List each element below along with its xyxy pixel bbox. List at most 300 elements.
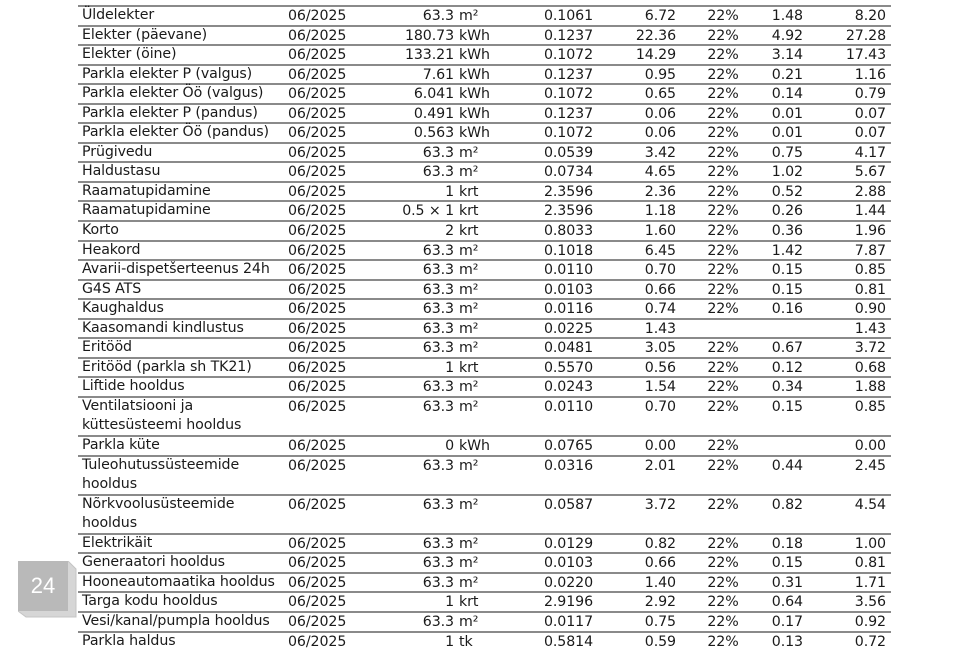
cell-vat: 4.92 [772,27,803,45]
cell-price: 0.0129 [544,535,593,553]
cell-vat-pct: 22% [700,144,746,162]
table-row [78,181,891,201]
cell-name: G4S ATS [82,280,282,300]
cell-price: 0.0110 [544,261,593,279]
cell-qty: 63.3 [423,378,454,396]
cell-sum: 2.36 [645,183,676,201]
cell-vat: 0.16 [772,300,803,318]
cell-total: 1.44 [855,202,886,220]
cell-total: 0.07 [855,124,886,142]
cell-unit: krt [459,202,478,220]
cell-name: Targa kodu hooldus [82,592,282,612]
cell-vat-pct: 22% [700,66,746,84]
cell-name: Ventilatsiooni ja küttesüsteemi hooldus [82,397,282,436]
cell-name: Hooneautomaatika hooldus [82,573,282,593]
cell-vat-pct: 22% [700,27,746,45]
cell-name: Parkla elekter P (pandus) [82,104,282,124]
cell-sum: 0.56 [645,359,676,377]
cell-total: 5.67 [855,163,886,181]
cell-qty: 63.3 [423,300,454,318]
cell-unit: krt [459,183,478,201]
cell-unit: m² [459,163,478,181]
cell-sum: 0.06 [645,124,676,142]
cell-vat-pct: 22% [700,398,746,416]
cell-price: 0.1237 [544,27,593,45]
cell-vat-pct: 22% [700,46,746,64]
cell-sum: 14.29 [636,46,676,64]
cell-vat: 0.31 [772,574,803,592]
cell-price: 0.0103 [544,281,593,299]
cell-date: 06/2025 [288,320,346,338]
cell-vat-pct: 22% [700,105,746,123]
cell-sum: 0.82 [645,535,676,553]
cell-vat: 0.15 [772,281,803,299]
table-row [78,25,891,45]
cell-vat: 1.48 [772,7,803,25]
cell-unit: m² [459,300,478,318]
cell-total: 1.71 [855,574,886,592]
cell-qty: 2 [445,222,454,240]
cell-unit: krt [459,359,478,377]
table-row [78,494,891,533]
cell-qty: 63.3 [423,398,454,416]
cell-unit: krt [459,593,478,611]
cell-price: 0.1072 [544,124,593,142]
cell-vat-pct: 22% [700,613,746,631]
cell-sum: 0.59 [645,633,676,651]
cell-name: Elektrikäit [82,534,282,554]
cell-name: Parkla haldus [82,632,282,651]
cell-unit: kWh [459,105,490,123]
cell-name: Liftide hooldus [82,377,282,397]
cell-qty: 63.3 [423,457,454,475]
cell-vat-pct: 22% [700,202,746,220]
cell-date: 06/2025 [288,554,346,572]
cell-vat-pct: 22% [700,359,746,377]
cell-qty: 1 [445,359,454,377]
cell-vat-pct: 22% [700,281,746,299]
cell-unit: tk [459,633,473,651]
cell-price: 2.9196 [544,593,593,611]
cell-vat-pct: 22% [700,593,746,611]
cell-qty: 63.3 [423,242,454,260]
cell-price: 0.0765 [544,437,593,455]
cell-name: Eritööd [82,338,282,358]
cell-date: 06/2025 [288,7,346,25]
cell-date: 06/2025 [288,574,346,592]
cell-name: Parkla elekter P (valgus) [82,65,282,85]
cell-qty: 63.3 [423,261,454,279]
cell-sum: 4.65 [645,163,676,181]
cell-qty: 133.21 [405,46,454,64]
cell-vat: 0.44 [772,457,803,475]
cell-date: 06/2025 [288,144,346,162]
cell-name: Parkla elekter Öö (pandus) [82,123,282,143]
cell-price: 0.0220 [544,574,593,592]
cell-total: 3.72 [855,339,886,357]
cell-qty: 63.3 [423,144,454,162]
cell-vat: 0.15 [772,554,803,572]
cell-vat-pct: 22% [700,496,746,514]
cell-total: 1.96 [855,222,886,240]
cell-date: 06/2025 [288,242,346,260]
cell-sum: 2.01 [645,457,676,475]
cell-date: 06/2025 [288,66,346,84]
cell-vat-pct: 22% [700,554,746,572]
cell-sum: 0.95 [645,66,676,84]
cell-sum: 0.74 [645,300,676,318]
cell-name: Elekter (päevane) [82,26,282,46]
cell-total: 0.92 [855,613,886,631]
cell-date: 06/2025 [288,163,346,181]
cell-total: 1.88 [855,378,886,396]
cell-date: 06/2025 [288,27,346,45]
cell-vat: 0.13 [772,633,803,651]
cell-price: 0.0103 [544,554,593,572]
cell-unit: m² [459,457,478,475]
cell-vat: 0.75 [772,144,803,162]
cell-sum: 22.36 [636,27,676,45]
cell-vat-pct: 22% [700,633,746,651]
cell-date: 06/2025 [288,300,346,318]
table-row [78,318,891,338]
cell-total: 8.20 [855,7,886,25]
cell-vat-pct: 22% [700,535,746,553]
cell-sum: 0.75 [645,613,676,631]
table-row [78,5,891,25]
table-row [78,631,891,651]
cell-name: Generaatori hooldus [82,553,282,573]
table-row [78,220,891,240]
cell-qty: 1 [445,633,454,651]
cell-qty: 63.3 [423,281,454,299]
cell-date: 06/2025 [288,222,346,240]
cell-total: 0.81 [855,281,886,299]
cell-unit: krt [459,222,478,240]
cell-name: Nõrkvoolusüsteemide hooldus [82,495,282,534]
cell-qty: 1 [445,593,454,611]
cell-total: 0.07 [855,105,886,123]
cell-qty: 63.3 [423,320,454,338]
cell-price: 0.5570 [544,359,593,377]
cell-date: 06/2025 [288,535,346,553]
cell-name: Raamatupidamine [82,201,282,221]
table-row [78,552,891,572]
cell-sum: 1.40 [645,574,676,592]
cell-vat-pct: 22% [700,378,746,396]
cell-unit: m² [459,496,478,514]
cell-unit: m² [459,320,478,338]
table-row [78,122,891,142]
cell-price: 0.0539 [544,144,593,162]
cell-price: 0.1061 [544,7,593,25]
cell-total: 2.45 [855,457,886,475]
cell-vat: 0.67 [772,339,803,357]
cell-vat-pct: 22% [700,300,746,318]
cell-date: 06/2025 [288,183,346,201]
cell-total: 17.43 [846,46,886,64]
cell-name: Parkla elekter Öö (valgus) [82,84,282,104]
cell-qty: 0.5 × 1 [402,202,454,220]
table-row [78,435,891,455]
cell-price: 0.0587 [544,496,593,514]
cell-vat: 1.42 [772,242,803,260]
cell-sum: 0.66 [645,554,676,572]
cell-vat: 1.02 [772,163,803,181]
cell-vat-pct: 22% [700,339,746,357]
cell-sum: 0.70 [645,261,676,279]
cell-date: 06/2025 [288,593,346,611]
cell-vat: 0.64 [772,593,803,611]
table-row [78,455,891,494]
cell-vat: 0.14 [772,85,803,103]
cell-unit: m² [459,613,478,631]
cell-sum: 0.65 [645,85,676,103]
cell-vat: 0.15 [772,261,803,279]
table-row [78,259,891,279]
cell-unit: m² [459,261,478,279]
page-number: 24 [18,561,68,611]
cell-sum: 1.60 [645,222,676,240]
cell-name: Korto [82,221,282,241]
table-row [78,357,891,377]
cell-sum: 3.05 [645,339,676,357]
table-row [78,44,891,64]
cell-name: Avarii-dispetšerteenus 24h [82,260,282,280]
cell-name: Heakord [82,241,282,261]
cell-vat: 0.21 [772,66,803,84]
cell-name: Elekter (öine) [82,45,282,65]
table-row [78,279,891,299]
cell-price: 0.1018 [544,242,593,260]
cell-unit: m² [459,7,478,25]
cell-qty: 6.041 [414,85,454,103]
cell-price: 0.1237 [544,66,593,84]
table-row [78,396,891,435]
cell-name: Tuleohutussüsteemide hooldus [82,456,282,495]
cell-vat-pct: 22% [700,437,746,455]
cell-total: 27.28 [846,27,886,45]
cell-vat-pct: 22% [700,163,746,181]
cell-vat: 0.17 [772,613,803,631]
cell-sum: 6.45 [645,242,676,260]
cell-qty: 0.563 [414,124,454,142]
cell-sum: 3.72 [645,496,676,514]
cell-sum: 1.54 [645,378,676,396]
cell-name: Kaughaldus [82,299,282,319]
cell-sum: 1.18 [645,202,676,220]
cell-sum: 0.66 [645,281,676,299]
cell-unit: kWh [459,27,490,45]
cell-price: 0.8033 [544,222,593,240]
cell-total: 0.72 [855,633,886,651]
cell-price: 0.0225 [544,320,593,338]
table-row [78,376,891,396]
cell-price: 0.1237 [544,105,593,123]
cell-name: Vesi/kanal/pumpla hooldus [82,612,282,632]
cell-vat-pct: 22% [700,85,746,103]
cell-price: 0.0316 [544,457,593,475]
cell-qty: 63.3 [423,7,454,25]
cell-total: 0.85 [855,261,886,279]
cell-total: 0.79 [855,85,886,103]
cell-vat-pct: 22% [700,242,746,260]
cell-total: 0.81 [855,554,886,572]
cell-price: 2.3596 [544,202,593,220]
cell-vat-pct: 22% [700,222,746,240]
table-row [78,83,891,103]
cell-name: Raamatupidamine [82,182,282,202]
cell-unit: m² [459,242,478,260]
cell-vat: 0.12 [772,359,803,377]
cell-date: 06/2025 [288,457,346,475]
table-row [78,240,891,260]
cell-sum: 6.72 [645,7,676,25]
table-row [78,200,891,220]
table-row [78,103,891,123]
cell-price: 0.0116 [544,300,593,318]
cell-unit: m² [459,339,478,357]
cell-qty: 63.3 [423,339,454,357]
cell-vat-pct: 22% [700,7,746,25]
cell-vat: 0.01 [772,124,803,142]
cell-vat: 0.34 [772,378,803,396]
cell-qty: 63.3 [423,496,454,514]
cell-total: 3.56 [855,593,886,611]
table-row [78,591,891,611]
cell-price: 0.1072 [544,85,593,103]
table-row [78,572,891,592]
cell-price: 0.0243 [544,378,593,396]
cell-sum: 2.92 [645,593,676,611]
cell-total: 0.68 [855,359,886,377]
cell-sum: 3.42 [645,144,676,162]
cell-total: 2.88 [855,183,886,201]
cell-qty: 63.3 [423,613,454,631]
cell-unit: kWh [459,124,490,142]
cell-unit: kWh [459,85,490,103]
cell-unit: m² [459,398,478,416]
cell-qty: 63.3 [423,554,454,572]
cell-unit: m² [459,554,478,572]
cell-vat: 0.82 [772,496,803,514]
cell-total: 0.85 [855,398,886,416]
cell-date: 06/2025 [288,46,346,64]
cell-vat: 0.26 [772,202,803,220]
cell-name: Kaasomandi kindlustus [82,319,282,339]
cell-name: Parkla küte [82,436,282,456]
cell-unit: kWh [459,437,490,455]
cell-date: 06/2025 [288,85,346,103]
cell-total: 1.00 [855,535,886,553]
cell-date: 06/2025 [288,437,346,455]
cell-vat: 0.52 [772,183,803,201]
cell-vat-pct: 22% [700,574,746,592]
cell-qty: 7.61 [423,66,454,84]
cell-price: 0.0481 [544,339,593,357]
cell-name: Eritööd (parkla sh TK21) [82,358,282,378]
cell-date: 06/2025 [288,124,346,142]
cell-qty: 1 [445,183,454,201]
cell-date: 06/2025 [288,613,346,631]
cell-price: 0.1072 [544,46,593,64]
cell-sum: 0.06 [645,105,676,123]
cell-price: 0.0117 [544,613,593,631]
table-row [78,533,891,553]
table-row [78,611,891,631]
cell-total: 1.16 [855,66,886,84]
table-row [78,142,891,162]
table-row [78,64,891,84]
cell-unit: m² [459,535,478,553]
cell-qty: 63.3 [423,574,454,592]
cell-date: 06/2025 [288,496,346,514]
cell-price: 2.3596 [544,183,593,201]
cell-qty: 180.73 [405,27,454,45]
table-row [78,298,891,318]
cell-price: 0.0110 [544,398,593,416]
cell-vat-pct: 22% [700,183,746,201]
cell-price: 0.5814 [544,633,593,651]
cell-date: 06/2025 [288,105,346,123]
cell-price: 0.0734 [544,163,593,181]
cell-vat: 0.36 [772,222,803,240]
cell-sum: 1.43 [645,320,676,338]
charges-table [78,5,891,650]
cell-total: 1.43 [855,320,886,338]
cell-name: Haldustasu [82,162,282,182]
cell-vat: 0.01 [772,105,803,123]
table-row [78,337,891,357]
cell-date: 06/2025 [288,281,346,299]
cell-total: 4.17 [855,144,886,162]
cell-unit: m² [459,144,478,162]
cell-unit: m² [459,574,478,592]
cell-date: 06/2025 [288,339,346,357]
cell-total: 0.00 [855,437,886,455]
cell-name: Üldelekter [82,6,282,26]
cell-sum: 0.00 [645,437,676,455]
page-number-badge [18,561,76,617]
cell-vat-pct: 22% [700,261,746,279]
cell-date: 06/2025 [288,633,346,651]
cell-qty: 63.3 [423,535,454,553]
cell-date: 06/2025 [288,359,346,377]
cell-unit: m² [459,378,478,396]
cell-date: 06/2025 [288,378,346,396]
cell-unit: kWh [459,46,490,64]
cell-vat: 3.14 [772,46,803,64]
cell-qty: 0 [445,437,454,455]
cell-date: 06/2025 [288,398,346,416]
cell-vat: 0.18 [772,535,803,553]
cell-vat-pct: 22% [700,124,746,142]
cell-unit: kWh [459,66,490,84]
cell-vat: 0.15 [772,398,803,416]
cell-qty: 63.3 [423,163,454,181]
cell-qty: 0.491 [414,105,454,123]
cell-name: Prügivedu [82,143,282,163]
cell-total: 4.54 [855,496,886,514]
cell-date: 06/2025 [288,261,346,279]
cell-unit: m² [459,281,478,299]
table-row [78,161,891,181]
cell-vat-pct: 22% [700,457,746,475]
cell-date: 06/2025 [288,202,346,220]
cell-total: 0.90 [855,300,886,318]
cell-total: 7.87 [855,242,886,260]
cell-sum: 0.70 [645,398,676,416]
